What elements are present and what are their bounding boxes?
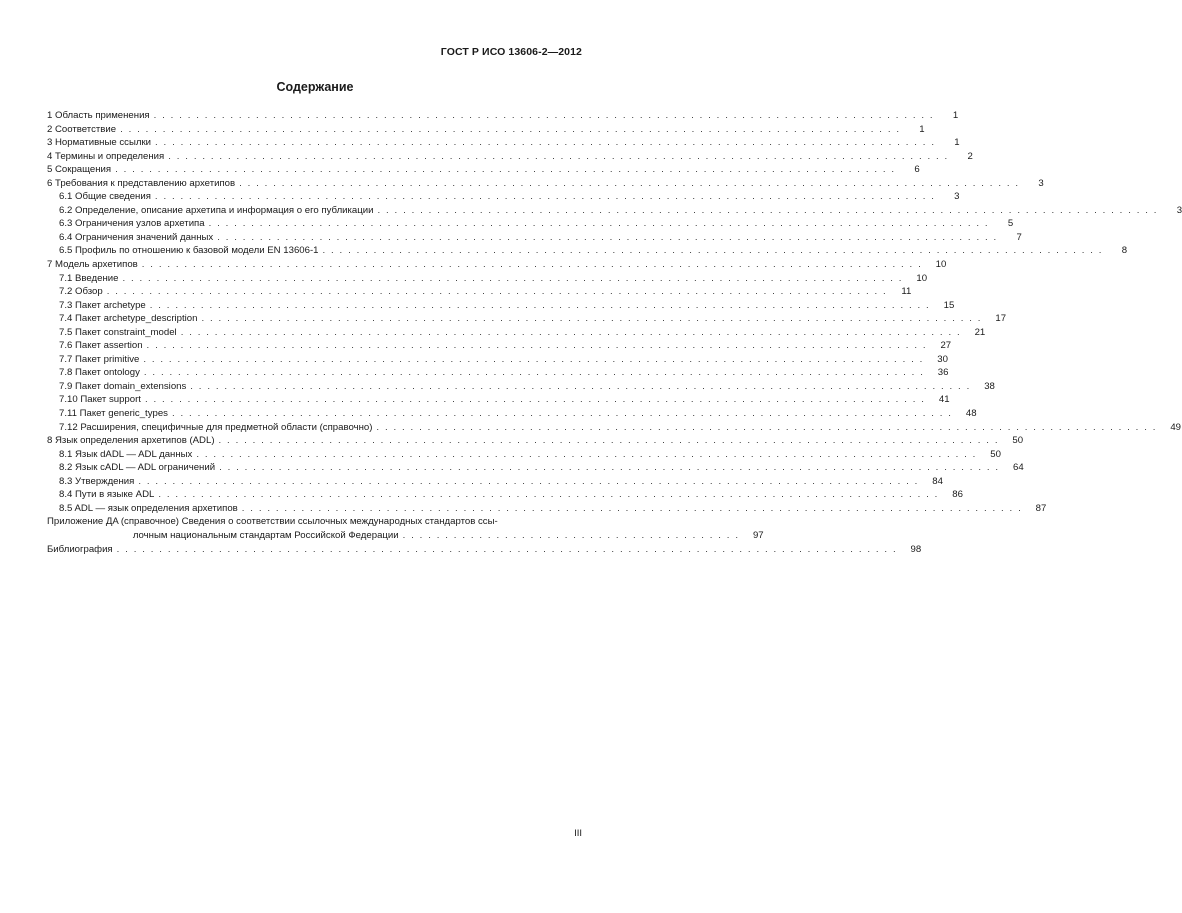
toc-page-number: 1 [919,123,925,135]
toc-entry[interactable] [47,393,950,407]
toc-entry[interactable] [47,502,1047,516]
toc-page-number: 15 [943,299,955,311]
toc-entry-label: 7.5 Пакет constraint_model [59,326,177,338]
toc-entry[interactable] [47,488,963,502]
toc-entry[interactable] [47,244,1128,258]
toc-entry-label: 7.7 Пакет primitive [59,353,140,365]
toc-entry-label: 8 Язык определения архетипов (ADL) [47,435,215,447]
toc-page-number: 3 [954,191,960,203]
leader-dots [219,461,1000,475]
toc-entry[interactable] [47,312,1007,326]
leader-dots [115,163,896,177]
leader-dots [322,244,1103,258]
toc-entry[interactable] [47,285,912,299]
toc-entry-label: 7.9 Пакет domain_extensions [59,380,187,392]
toc-page-number: 7 [1016,231,1022,243]
toc-entry[interactable] [47,380,995,394]
leader-dots [209,217,990,231]
toc-entry[interactable] [47,339,952,353]
toc-entry-label: 7.12 Расширения, специфичные для предметной области (справочно) [59,421,373,433]
leader-dots [147,339,928,353]
toc-page-number: 1 [952,110,959,121]
leader-dots [107,285,888,299]
toc-entry[interactable] [47,204,1182,218]
toc-entry-label: 7 Модель архетипов [47,259,138,271]
toc-entry-label: 2 Соответствие [47,123,117,135]
toc-entry[interactable] [47,258,947,272]
leader-dots [168,150,949,164]
leader-dots [117,543,898,557]
leader-dots [196,448,977,462]
toc-entry-label: 7.6 Пакет assertion [59,340,143,352]
toc-page-number: 10 [916,272,928,284]
toc-page-number: 11 [901,286,912,298]
leader-dots [142,258,923,272]
leader-dots [150,299,931,313]
toc-entry[interactable] [47,150,973,164]
page-number: III [574,828,582,839]
toc-entry[interactable] [47,434,1024,448]
leader-dots [158,488,939,502]
leader-dots [120,123,901,137]
toc-page-number: 5 [1007,218,1014,230]
toc-page-number: 49 [1170,421,1181,433]
toc-page-number: 97 [752,529,764,541]
toc-entry[interactable] [47,272,928,286]
toc-entry[interactable] [47,163,920,177]
toc-page-number: 2 [967,150,973,162]
toc-page-number: 98 [910,543,922,555]
toc-page-number: 48 [965,408,977,420]
toc-entry-label: 8.4 Пути в языке ADL [59,489,155,501]
toc-entry[interactable] [47,109,959,123]
toc-entry-label: 7.11 Пакет generic_types [59,408,168,420]
toc-entry[interactable] [47,421,1181,435]
toc-entry[interactable] [47,177,1044,191]
toc-entry-label: 1 Область применения [47,110,150,121]
toc-page-number: 36 [937,367,949,379]
toc-page-number: 3 [1176,204,1182,216]
toc-page-number: 21 [974,326,986,338]
leader-dots [155,190,936,204]
toc-entry-label: 6.5 Профиль по отношению к базовой модели EN 13606-1 [59,245,319,257]
appendix-label: Приложение ДА [47,516,119,528]
toc-entry-label: 7.3 Пакет archetype [59,299,146,311]
toc-entry-label: 5 Сокращения [47,164,112,176]
leader-dots [145,393,926,407]
toc-entry[interactable] [47,353,948,367]
toc-entry[interactable] [47,123,925,137]
toc-entry[interactable] [47,217,1014,231]
toc-entry-label: 7.10 Пакет support [59,394,141,406]
toc-entry-label: 8.1 Язык dADL — ADL данных [59,448,193,460]
toc-page-number: 27 [940,340,952,352]
toc-entry[interactable] [47,136,960,150]
leader-dots [154,109,935,123]
leader-dots [378,204,1159,218]
toc-entry-bibliography[interactable] [47,543,922,557]
toc-entry[interactable] [47,407,977,421]
toc-entry[interactable] [47,366,949,380]
leader-dots [155,136,936,150]
toc-page-number: 87 [1035,502,1047,514]
toc-page-number: 17 [995,313,1007,325]
toc-entry-label: 6.4 Ограничения значений данных [59,231,214,243]
toc-entry-label: 6.1 Общие сведения [59,191,151,203]
toc-entry-label: 7.4 Пакет archetype_description [59,313,198,325]
toc-page-number: 10 [935,259,947,271]
toc-entry-label: 8.5 ADL — язык определения архетипов [59,502,238,514]
leader-dots [144,366,925,380]
leader-dots [242,502,1023,516]
toc-page-number: 6 [914,164,920,176]
leader-dots [219,434,1000,448]
toc-entry[interactable] [47,448,1001,462]
leader-dots [376,421,1157,435]
toc-entry-appendix[interactable] [47,515,764,542]
toc-entry-label: 8.3 Утверждения [59,475,135,487]
leader-dots [143,353,924,367]
toc-entry[interactable] [47,299,955,313]
leader-dots [239,177,1020,191]
toc-entry-label: 7.1 Введение [59,272,119,284]
table-of-contents [47,109,1182,556]
toc-page-number: 3 [1038,177,1044,189]
toc-page-number: 8 [1121,245,1128,257]
toc-entry-label: Библиография [47,543,113,555]
toc-entry-label: 6.3 Ограничения узлов архетипа [59,218,205,230]
toc-entry-label: 3 Нормативные ссылки [47,137,152,149]
toc-page-number: 38 [984,380,995,392]
toc-page-number: 30 [937,353,948,365]
toc-page-number: 84 [932,475,943,487]
toc-page-number: 50 [990,448,1001,460]
toc-entry-label: 6 Требования к представлению архетипов [47,177,236,189]
toc-page-number: 41 [938,394,950,406]
toc-entry-label: 4 Термины и определения [47,150,165,162]
toc-page-number: 1 [954,137,960,149]
toc-page-number: 86 [952,489,963,501]
toc-entry-label: 7.8 Пакет ontology [59,367,140,379]
toc-entry[interactable] [47,231,1022,245]
leader-dots [217,231,998,245]
appendix-title-line2: лочным национальным стандартам Российской Федерации [132,529,399,541]
toc-entry[interactable] [47,461,1024,475]
document-code: ГОСТ Р ИСО 13606-2—2012 [440,46,582,58]
leader-dots [190,380,971,394]
toc-entry[interactable] [47,326,986,340]
leader-dots [403,529,740,543]
toc-entry[interactable] [47,475,943,489]
toc-entry-label: 7.2 Обзор [59,286,103,298]
toc-page-number: 50 [1012,435,1024,447]
page-title: Содержание [276,80,354,94]
leader-dots [122,272,903,286]
appendix-title-line1: (справочное) Сведения о соответствии ссылочных международных стандартов ссы- [120,516,498,528]
leader-dots [201,312,982,326]
leader-dots [138,475,919,489]
toc-entry-label: 8.2 Язык cADL — ADL ограничений [59,462,216,474]
leader-dots [172,407,953,421]
leader-dots [181,326,962,340]
toc-entry-label: 6.2 Определение, описание архетипа и информация о его публикации [59,204,374,216]
toc-page-number: 64 [1012,462,1024,474]
toc-entry[interactable] [47,190,960,204]
